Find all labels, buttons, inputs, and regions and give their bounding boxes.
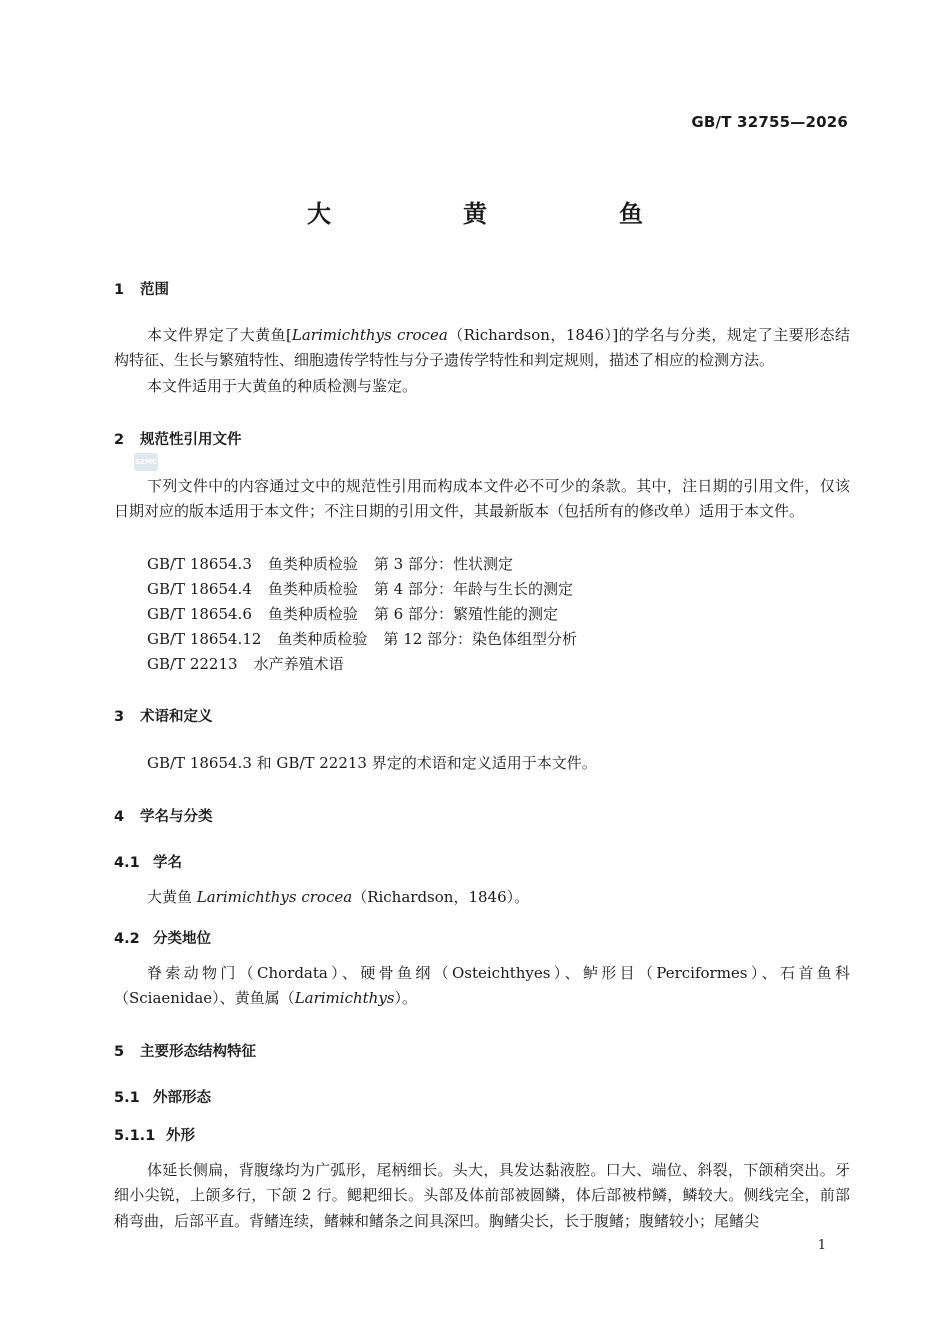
scientific-name: Larimichthys crocea: [196, 888, 353, 906]
section-title: 学名: [153, 855, 182, 871]
section-1-heading: [114, 278, 169, 299]
reference-code: GB/T 18654.4: [147, 580, 252, 598]
reference-code: GB/T 18654.3: [147, 555, 252, 573]
page-number: 1: [817, 1238, 826, 1253]
reference-item: [147, 553, 513, 574]
section-4-1-paragraph: [114, 885, 850, 910]
section-2-paragraph: 下列文件中的内容通过文中的规范性引用而构成本文件必不可少的条款。其中，注日期的引用文件，仅该日期对应的版本适用于本文件；不注日期的引用文件，其最新版本（包括所有的修改单）适用于本文件。: [114, 477, 850, 521]
reference-part: 第 12 部分：染色体组型分析: [383, 630, 578, 648]
reference-part: 第 4 部分：年龄与生长的测定: [373, 580, 573, 598]
section-1-paragraph-1: [114, 323, 850, 374]
section-4-1-heading: [114, 851, 182, 872]
section-number: 4.1: [114, 855, 140, 871]
section-3-heading: [114, 705, 213, 726]
section-number: 5.1.1: [114, 1128, 156, 1144]
reference-title: 鱼类种质检验: [267, 580, 358, 598]
reference-part: 第 3 部分：性状测定: [373, 555, 513, 573]
watermark-logo: SZMC: [134, 453, 158, 471]
section-number: 2: [114, 432, 125, 448]
reference-code: GB/T 18654.6: [147, 605, 252, 623]
text-run: （Richardson，1846）]的学名与分类，规定了主要形态结构特征、生长与繁殖特性、细胞遗传学特性与分子遗传学特性和判定规则，描述了相应的检测方法。: [114, 326, 850, 370]
standard-number: GB/T 32755—2026: [691, 113, 848, 131]
section-5-1-heading: [114, 1086, 211, 1107]
section-title: 学名与分类: [140, 809, 213, 825]
text-run: 脊索动物门（Chordata）、硬骨鱼纲（Osteichthyes）、鲈形目（Perciformes）、石首鱼科（Sciaenidae）、黄鱼属（: [114, 964, 850, 1008]
section-number: 4.2: [114, 931, 140, 947]
reference-code: GB/T 22213: [147, 655, 238, 673]
section-4-heading: [114, 805, 213, 826]
section-5-heading: [114, 1040, 256, 1061]
reference-title: 水产养殖术语: [253, 655, 344, 673]
section-title: 规范性引用文件: [140, 432, 242, 448]
scientific-name: Larimichthys: [294, 989, 395, 1008]
section-title: 分类地位: [153, 931, 211, 947]
reference-item: [147, 628, 577, 649]
reference-item: [147, 603, 558, 624]
section-title: 外部形态: [153, 1090, 211, 1106]
text-run: （Richardson，1846）。: [352, 888, 530, 906]
section-5-1-1-heading: [114, 1124, 195, 1145]
reference-code: GB/T 18654.12: [147, 630, 262, 648]
section-1-paragraph-2: 本文件适用于大黄鱼的种质检测与鉴定。: [147, 377, 418, 395]
section-title: 外形: [166, 1128, 195, 1144]
text-run: 大黄鱼: [147, 888, 197, 906]
section-title: 术语和定义: [140, 709, 213, 725]
section-2-heading: [114, 428, 242, 449]
reference-title: 鱼类种质检验: [277, 630, 368, 648]
document-title: 大 黄 鱼: [307, 200, 697, 228]
section-4-2-heading: [114, 927, 211, 948]
section-title: 主要形态结构特征: [140, 1044, 256, 1060]
text-run: ）。: [394, 989, 418, 1008]
scientific-name: Larimichthys crocea: [291, 326, 448, 344]
section-number: 5.1: [114, 1090, 140, 1106]
text-run: 本文件界定了大黄鱼[: [147, 326, 292, 344]
section-number: 4: [114, 809, 125, 825]
section-number: 3: [114, 709, 125, 725]
section-number: 5: [114, 1044, 125, 1060]
section-number: 1: [114, 282, 125, 298]
section-4-2-paragraph: [114, 961, 850, 1012]
reference-part: 第 6 部分：繁殖性能的测定: [373, 605, 558, 623]
reference-title: 鱼类种质检验: [267, 555, 358, 573]
reference-item: [147, 578, 573, 599]
reference-title: 鱼类种质检验: [267, 605, 358, 623]
section-3-paragraph: GB/T 18654.3 和 GB/T 22213 界定的术语和定义适用于本文件。: [147, 754, 597, 772]
section-5-1-1-paragraph: 体延长侧扁，背腹缘均为广弧形，尾柄细长。头大，具发达黏液腔。口大、端位、斜裂，下颌稍突出。牙细小尖锐，上颌多行，下颌 2 行。鳃耙细长。头部及体前部被圆鳞，体后部被栉鳞，鳞较大。侧线完全，前部稍弯曲，后部平直。背鳍连续，鳍棘和鳍条之间具深凹。胸鳍尖长，长于腹鳍；腹鳍较小；尾鳍尖: [114, 1161, 850, 1230]
reference-item: [147, 653, 360, 674]
section-title: 范围: [140, 282, 169, 298]
